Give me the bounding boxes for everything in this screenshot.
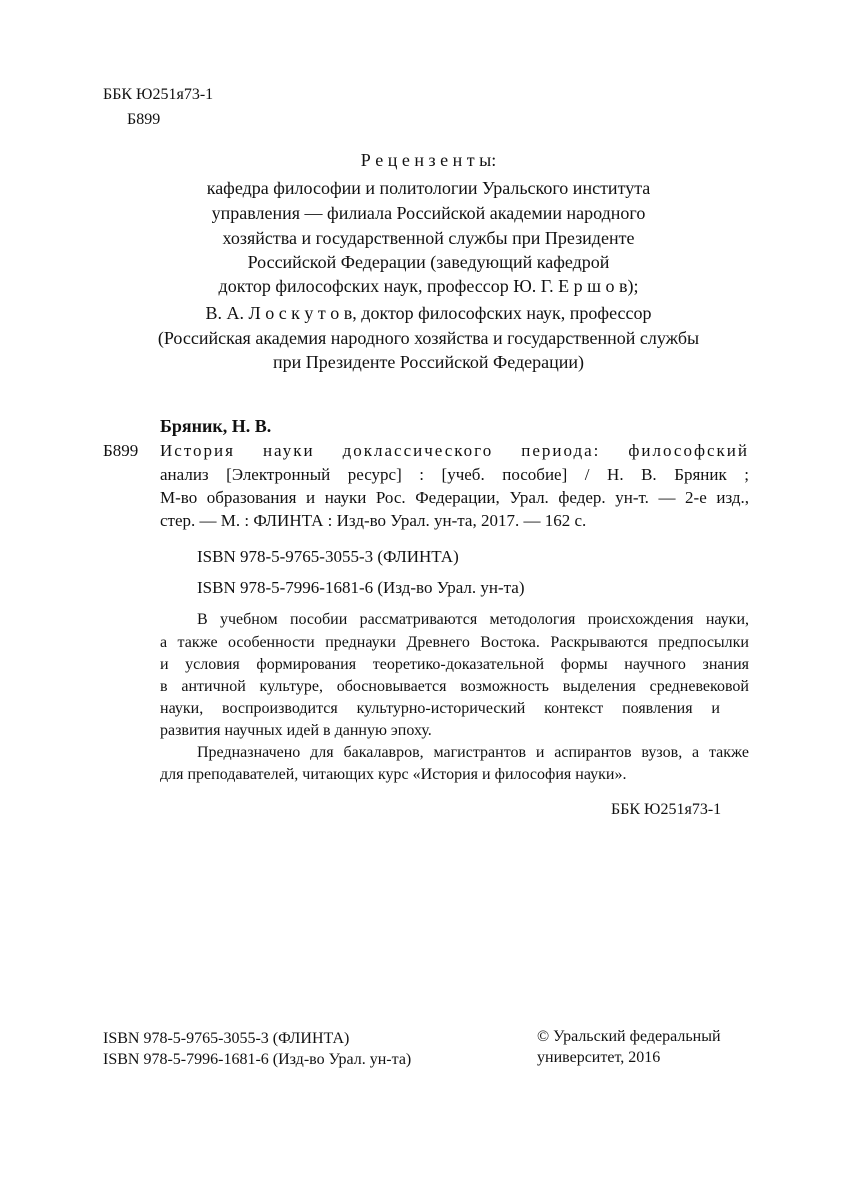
record-mark: Б899 bbox=[103, 441, 139, 460]
copyright-line: университет, 2016 bbox=[537, 1049, 661, 1066]
abstract-line: развития научных идей в данную эпоху. bbox=[160, 722, 432, 739]
abstract-line: для преподавателей, читающих курс «История и философия науки». bbox=[160, 766, 627, 783]
record-line: анализ [Электронный ресурс] : [учеб. пособие] / Н. В. Бряник ; bbox=[160, 465, 749, 484]
record-author: Бряник, Н. В. bbox=[160, 416, 272, 436]
reviewer-2-line: при Президенте Российской Федерации) bbox=[272, 352, 585, 372]
record-isbn: ISBN 978-5-9765-3055-3 (ФЛИНТА) bbox=[197, 547, 459, 566]
bbk-code: ББК Ю251я73-1 bbox=[103, 86, 214, 103]
abstract-line: Предназначено для бакалавров, магистрантов и аспирантов вузов, а также bbox=[197, 744, 749, 761]
abstract-line: и условия формирования теоретико-доказательной формы научного знания bbox=[160, 656, 749, 673]
reviewer-1-line: управления — филиала Российской академии народного bbox=[211, 203, 646, 223]
reviewer-1-line: Российской Федерации (заведующий кафедрой bbox=[247, 252, 610, 272]
record-line: стер. — М. : ФЛИНТА : Изд-во Урал. ун-та, 2017. — 162 с. bbox=[160, 511, 587, 530]
abstract-line: а также особенности преднауки Древнего Востока. Раскрываются предпосылки bbox=[160, 634, 749, 651]
author-mark: Б899 bbox=[127, 111, 161, 128]
reviewer-2-line: В. А. Л о с к у т о в, доктор философских наук, профессор bbox=[205, 303, 652, 323]
record-line: М-во образования и науки Рос. Федерации, Урал. федер. ун-т. — 2-е изд., bbox=[160, 488, 749, 507]
abstract-bbk: ББК Ю251я73-1 bbox=[611, 801, 722, 818]
copyright-line: © Уральский федеральный bbox=[537, 1028, 721, 1045]
reviewer-1-line: кафедра философии и политологии Уральского института bbox=[206, 178, 651, 198]
abstract-line: В учебном пособии рассматриваются методология происхождения науки, bbox=[197, 611, 749, 628]
record-isbn: ISBN 978-5-7996-1681-6 (Изд-во Урал. ун-та) bbox=[197, 578, 525, 597]
reviewer-1-line: хозяйства и государственной службы при Президенте bbox=[222, 228, 635, 248]
footer-isbn: ISBN 978-5-9765-3055-3 (ФЛИНТА) bbox=[103, 1030, 350, 1047]
footer-isbn: ISBN 978-5-7996-1681-6 (Изд-во Урал. ун-та) bbox=[103, 1051, 412, 1068]
abstract-line: в античной культуре, обосновывается возможность выделения средневековой bbox=[160, 678, 749, 695]
reviewer-2-line: (Российская академия народного хозяйства и государственной службы bbox=[157, 328, 700, 348]
record-line: История науки доклассического периода: философский bbox=[160, 441, 749, 460]
reviewers-heading: Р е ц е н з е н т ы: bbox=[360, 150, 497, 170]
reviewer-1-line: доктор философских наук, профессор Ю. Г. Е р ш о в); bbox=[218, 276, 639, 296]
abstract-line: науки, воспроизводится культурно-исторический контекст появления и bbox=[160, 700, 720, 717]
